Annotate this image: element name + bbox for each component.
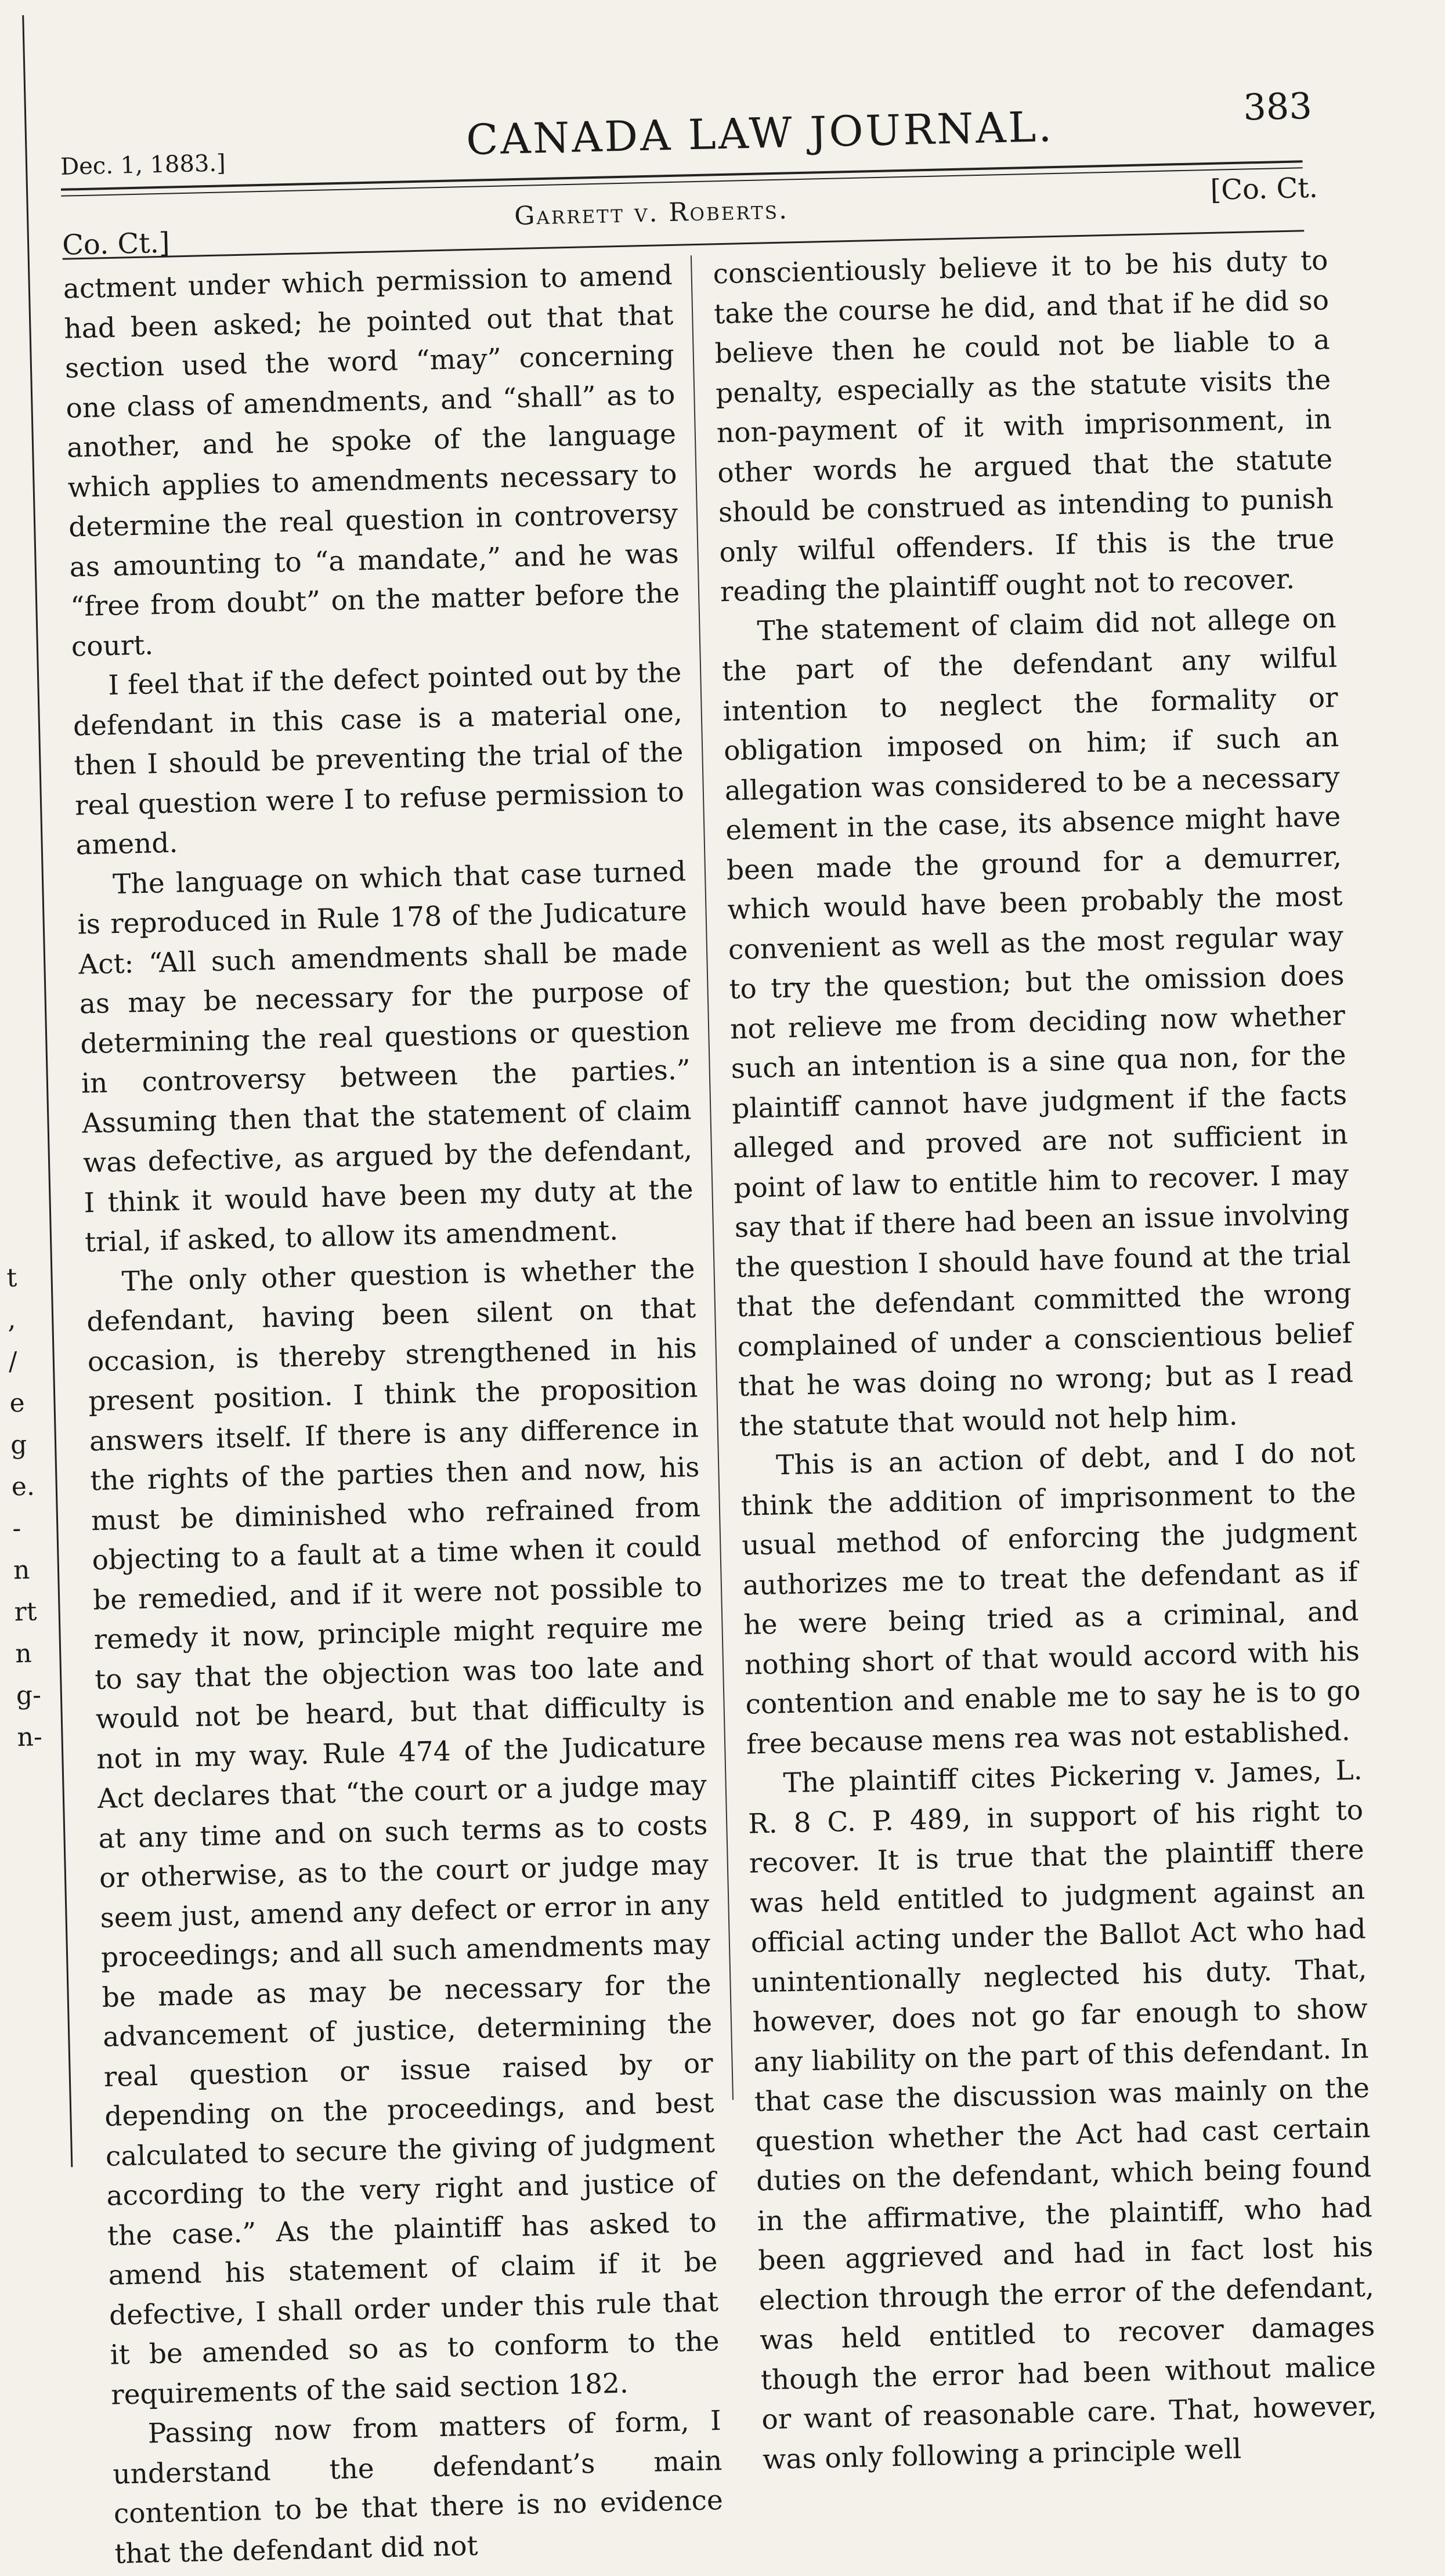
margin-fragment: t [6, 1263, 17, 1293]
issue-date: Dec. 1, 1883.] [60, 150, 226, 180]
margin-fragment: g [10, 1430, 27, 1460]
court-label-left: Co. Ct.] [62, 226, 171, 262]
left-margin-fragments [6, 1257, 41, 1759]
margin-fragment: n- [16, 1722, 43, 1753]
paragraph: This is an action of debt, and I do not think the addition of imprisonment to the usual method of enforcing the judgment authorizes me to treat the defendant as if he were being tried as a criminal, and nothing short of that would accord with his contention and enable me to say he is to go free because mens rea was not established. [740, 1436, 1361, 1761]
paragraph: I feel that if the defect pointed out by the defendant in this case is a material one, then I should be preventing the trial of the real question were I to refuse permission to amend. [73, 656, 685, 862]
margin-fragment: n [13, 1555, 30, 1586]
margin-fragment: / [8, 1347, 18, 1377]
paragraph: The only other question is whether the defendant, having been silent on that occasion, is thereby strengthened in his present position. I think the proposition answers itself. If there is any difference in the rights of the parties then and now, his must be diminished who refrained from objecting to a fault at a time when it could be remedied, and if it were not possible to remedy it now, principle might require me to say that the objection was too late and would not be heard, but that difficulty is not in my way. Rule 474 of the Judicature Act declares that “the court or a judge may at any time and on such terms as to costs or otherwise, as to the court or judge may seem just, amend any defect or error in any proceedings; and all such amendments may be made as may be necessary for the advancement of justice, determining the real question or issue raised by or depending on the proceedings, and best calculated to secure the giving of judgment according to the very right and justice of the case.” As the plaintiff has asked to amend his statement of claim if it be defective, I shall order under this rule that it be amended so as to conform to the requirements of the said section 182. [86, 1253, 720, 2411]
paragraph: The language on which that case turned is reproduced in Rule 178 of the Judicature Act: “All such amendments shall be made as may be necessary for the purpose of determining the real questions or question in controversy between the parties.” Assuming then that the statement of claim was defective, as argued by the defendant, I think it would have been my duty at the trial, if asked, to allow its amendment. [77, 855, 694, 1259]
journal-title: CANADA LAW JOURNAL. [465, 102, 1054, 164]
margin-fragment: e [9, 1388, 26, 1419]
court-label-right: [Co. Ct. [1209, 171, 1318, 207]
left-column [63, 256, 724, 2570]
header-rule-thin [61, 167, 1302, 197]
margin-fragment: e. [11, 1471, 35, 1502]
margin-fragment: n [15, 1638, 32, 1669]
header-rule [61, 160, 1303, 191]
margin-fragment: g- [16, 1680, 42, 1711]
paragraph: The plaintiff cites Pickering v. James, L. R. 8 C. P. 489, in support of his right to recover. It is true that the plaintiff there was held entitled to judgment against an official acting under the Ballot Act who had unintentionally neglected his duty. That, however, does not go far enough to show any liability on the part of this defendant. In that case the discussion was mainly on the question whether the Act had cast certain duties on the defendant, which being found in the affirmative, the plaintiff, who had been aggrieved and had in fact lost his election through the error of the defendant, was held entitled to recover damages though the error had been without malice or want of reasonable care. That, however, was only following a principle well [747, 1754, 1377, 2476]
page-number: 383 [1242, 84, 1313, 129]
right-column [713, 241, 1377, 2476]
paragraph: The statement of claim did not allege on the part of the defendant any wilful intention to neglect the formality or obligation imposed on him; if such an allegation was considered to be a necessary element in the case, its absence might have been made the ground for a demurrer, which would have been probably the most convenient as well as the most regular way to try the question; but the omission does not relieve me from deciding now whether such an intention is a sine qua non, for the plaintiff cannot have judgment if the facts alleged and proved are not sufficient in point of law to entitle him to recover. I may say that if there had been an issue involving the question I should have found at the trial that the defendant committed the wrong complained of under a conscientious belief that he was doing no wrong; but as I read the statute that would not help him. [721, 602, 1354, 1443]
paragraph: actment under which permission to amend had been asked; he pointed out that that section used the word “may” concerning one class of amendments, and “shall” as to another, and he spoke of the language which applies to amendments necessary to determine the real question in controversy as amounting to “a mandate,” and he was “free from doubt” on the matter before the court. [63, 259, 680, 663]
margin-fragment: - [12, 1513, 21, 1544]
paragraph: Passing now from matters of form, I understand the defendant’s main contention to be that there is no evidence that the defendant did not [112, 2405, 724, 2570]
case-title: Garrett v. Roberts. [514, 195, 789, 231]
margin-fragment: rt [14, 1597, 37, 1627]
margin-fragment: , [7, 1305, 16, 1335]
paragraph: conscientiously believe it to be his duty to take the course he did, and that if he did so believe then he could not be liable to a penalty, especially as the statute visits the non-payment of it with imprisonment, in other words he argued that the statute should be construed as intending to punish only wilful offenders. If this is the true reading the plaintiff ought not to recover. [713, 244, 1335, 609]
